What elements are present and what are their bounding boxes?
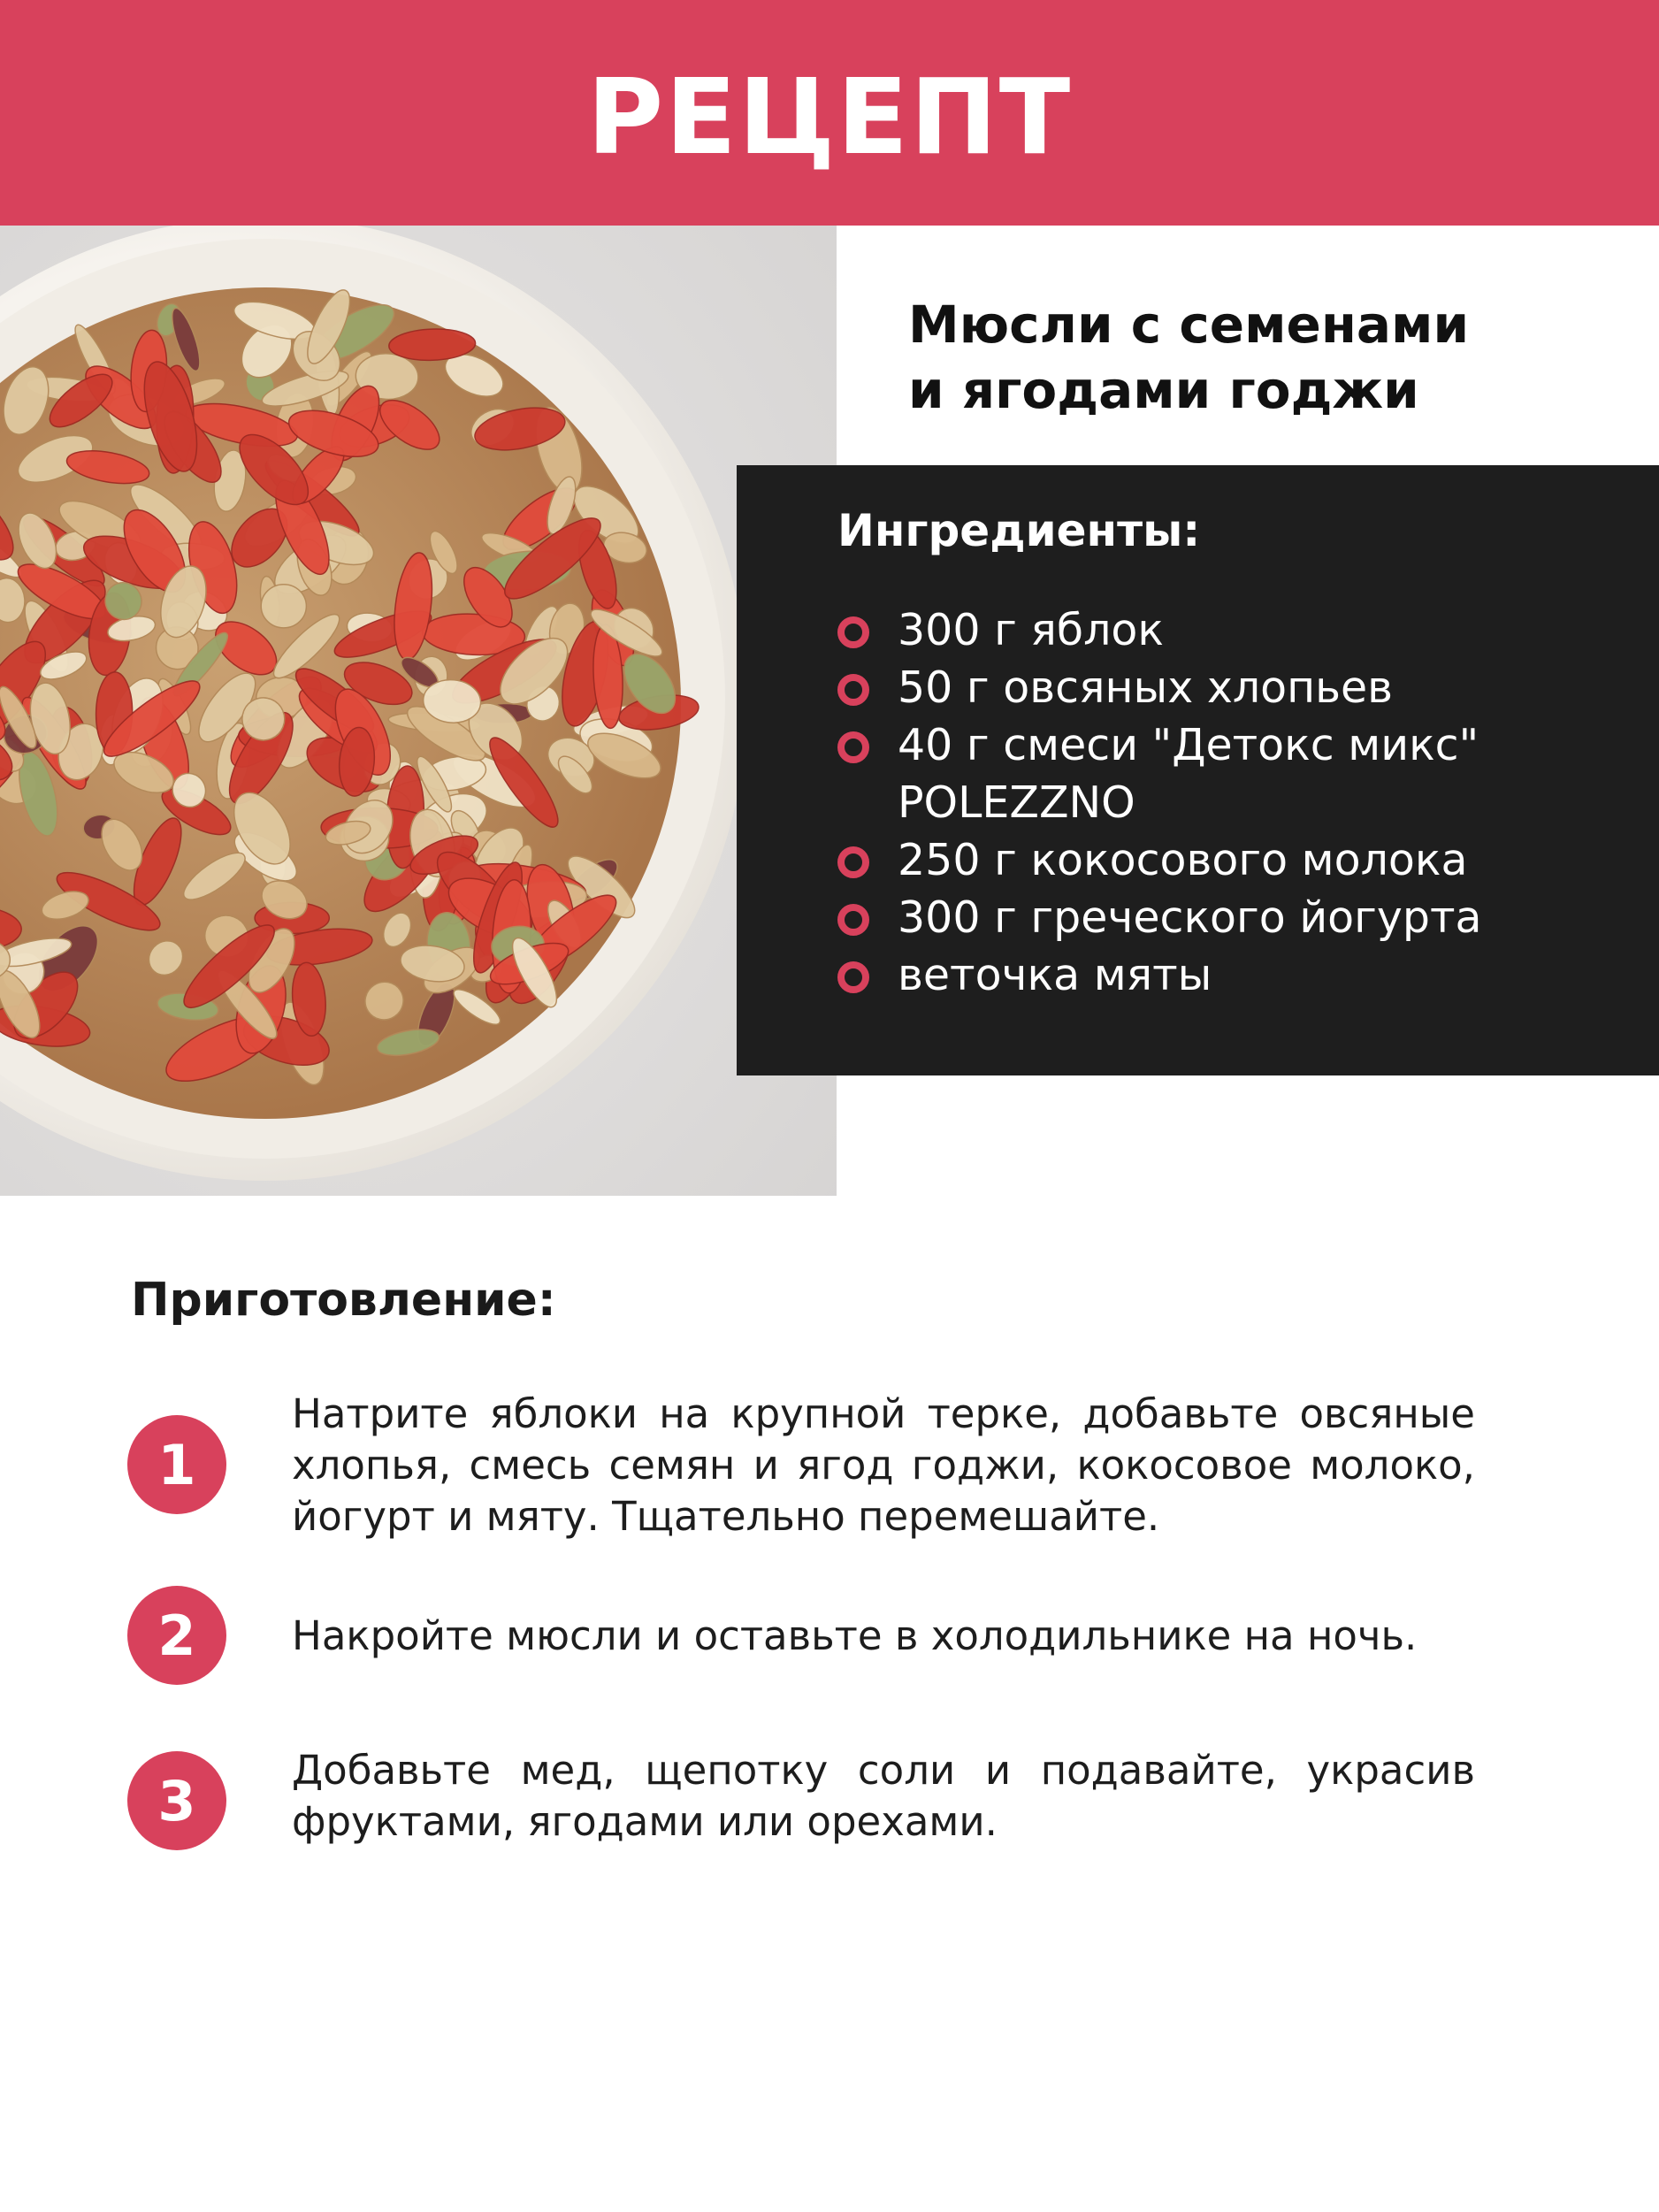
recipe-title <box>908 292 1616 423</box>
ingredient-text: 300 г греческого йогурта <box>898 892 1482 943</box>
step-text: Натрите яблоки на крупной терке, добавьте овсяные хлопья, смесь семян и ягод годжи, кокосовое молоко, йогурт и мяту. Тщательно перемешайте. <box>292 1390 1475 1540</box>
muesli-photo <box>0 226 837 1196</box>
step-number-badge: 3 <box>127 1751 226 1850</box>
list-item <box>837 831 1659 889</box>
list-item <box>837 601 1659 659</box>
step-number-badge: 1 <box>127 1415 226 1514</box>
step-text: Накройте мюсли и оставьте в холодильнике на ночь. <box>292 1612 1418 1659</box>
ingredient-text: 40 г смеси "Детокс микс" POLEZZNO <box>898 720 1479 828</box>
step-text: Добавьте мед, щепотку соли и подавайте, украсив фруктами, ягодами или орехами. <box>292 1747 1475 1845</box>
ingredient-text: 300 г яблок <box>898 605 1165 655</box>
bullet-ring-icon <box>837 961 869 993</box>
step-number-badge: 2 <box>127 1586 226 1685</box>
list-item <box>837 716 1659 831</box>
ingredient-text: 250 г кокосового молока <box>898 835 1468 885</box>
page-title: РЕЦЕПТ <box>586 55 1073 178</box>
ingredient-text: веточка мяты <box>898 950 1212 1000</box>
header-banner <box>0 0 1659 226</box>
bullet-ring-icon <box>837 616 869 648</box>
list-item <box>837 889 1659 946</box>
list-item <box>837 659 1659 716</box>
ingredients-list <box>837 601 1659 1004</box>
ingredients-panel <box>737 465 1659 1075</box>
ingredients-heading: Ингредиенты: <box>837 505 1201 556</box>
bullet-ring-icon <box>837 731 869 763</box>
ingredient-text: 50 г овсяных хлопьев <box>898 662 1394 713</box>
recipe-title-line-2: и ягодами годжи <box>908 360 1419 420</box>
preparation-heading: Приготовление: <box>131 1274 556 1327</box>
bullet-ring-icon <box>837 674 869 706</box>
bullet-ring-icon <box>837 904 869 936</box>
list-item <box>837 946 1659 1004</box>
bullet-ring-icon <box>837 846 869 878</box>
recipe-title-line-1: Мюсли с семенами <box>908 295 1470 355</box>
